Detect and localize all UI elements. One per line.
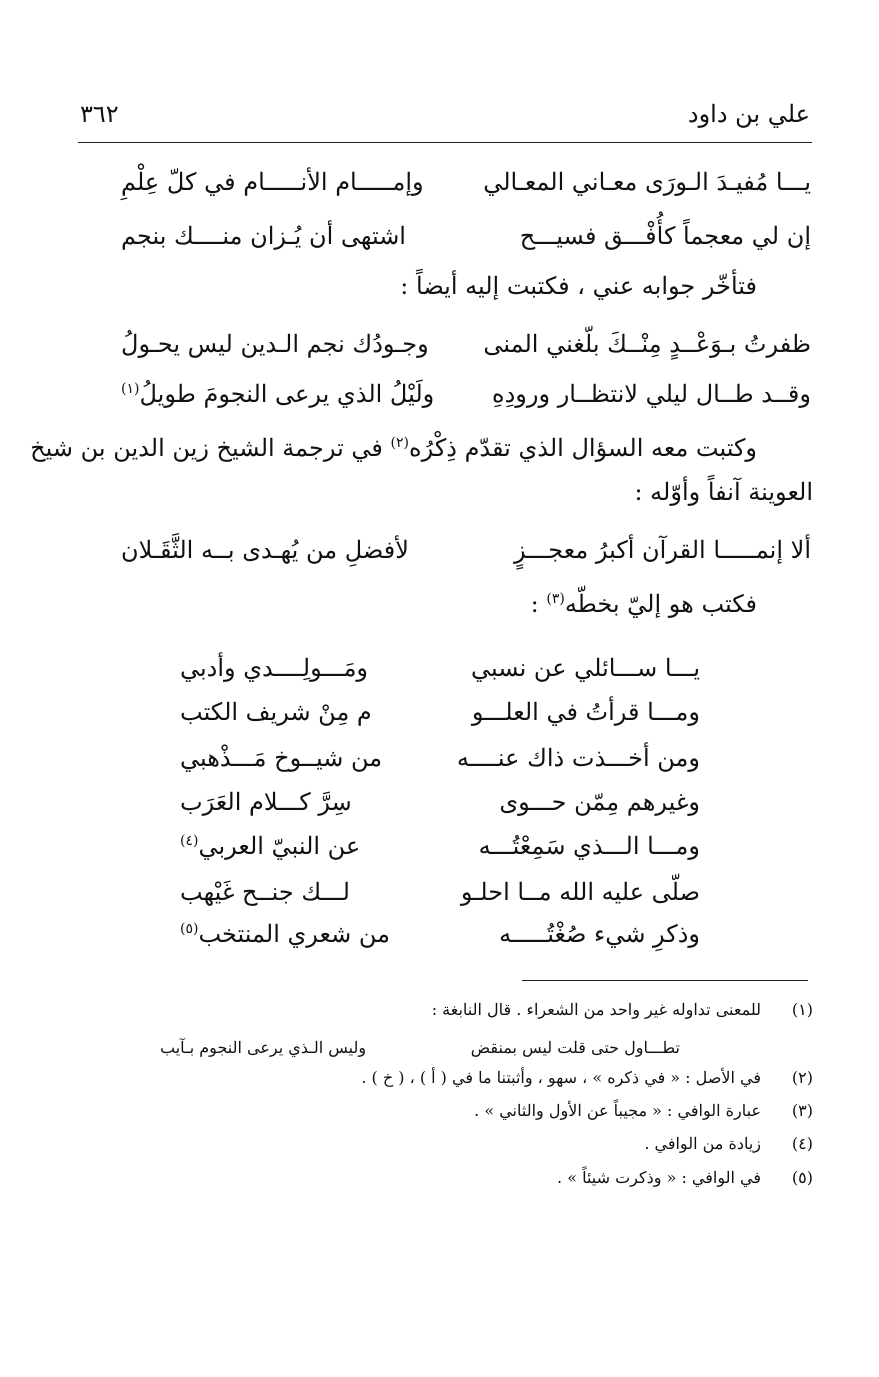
footnote-5 [113,1168,813,1196]
poem4-line-6 [180,878,700,918]
footnote-rule [522,980,808,981]
poem3-couplet [121,536,811,580]
poem4-line-4 [180,788,700,828]
hemistich-first: إن لي معجماً كأُفْـــق فسيـــح [519,222,811,250]
footnote-1 [113,1000,813,1028]
hemistich-first: ظفرتُ بـوَعْــدٍ مِنْــكَ بلّغني المنى [483,330,811,358]
poem4-line-7 [180,920,700,960]
footnote-2 [113,1068,813,1096]
page-number: ٣٦٢ [80,100,119,128]
hemistich-first: ومن أخـــذت ذاك عنــــه [456,744,700,772]
poem1-couplet-2 [121,222,811,266]
paragraph-2-line-1 [30,434,757,462]
paragraph-colon: : [530,590,547,618]
poem4-line-3 [180,744,700,784]
footnote-ref-5: (٥) [180,921,199,937]
footnote-ref-1: (١) [121,381,140,397]
hemistich-second: وإمـــــام الأنـــــام في كلّ عِلْمِ [121,168,424,196]
paragraph-3 [531,590,757,618]
hemistich-first: يـــا مُفيـدَ الـورَى معـاني المعـالي [483,168,811,196]
hemistich-second [180,920,390,948]
hemistich-second [180,832,360,860]
hemistich-second: وليس الـذي يرعى النجوم بـآيب [160,1038,367,1057]
hemistich-second: اشتهى أن يُـزان منــــك بنجم [121,222,406,250]
paragraph-2-line-2: العوينة آنفاً وأوّله : [634,478,813,506]
footnote-text: عبارة الوافي : « مجيباً عن الأول والثاني » . [474,1101,761,1120]
footnote-number: (٥) [791,1168,813,1187]
footnote-verse [160,1038,680,1066]
hemistich-second: لأفضلِ من يُهـدى بــه الثَّقَـلان [121,536,409,564]
poem1-couplet-1 [121,168,811,212]
running-head: علي بن داود [687,100,810,128]
hemistich-second [121,380,434,408]
footnote-ref-3: (٣) [546,591,565,607]
poem2-couplet-1 [121,330,811,374]
header-rule [78,142,812,143]
footnote-ref-2: (٢) [390,435,410,451]
poem4-line-1 [180,654,700,694]
hemistich-second: م مِنْ شريف الكتب [180,698,372,726]
hemistich-text: عن النبيّ العربي [198,832,361,860]
hemistich-second: لـــك جنــح غَيْهب [180,878,350,906]
hemistich-first: يـــا ســـائلي عن نسبي [470,654,700,682]
hemistich-first: ألا إنمـــــا القرآن أكبرُ معجـــزٍ [513,536,811,564]
footnote-text: للمعنى تداوله غير واحد من الشعراء . قال النابغة : [431,1000,761,1019]
footnote-4 [113,1134,813,1162]
footnote-3 [113,1101,813,1129]
footnote-ref-4: (٤) [180,833,199,849]
hemistich-first: تطـــاول حتى قلت ليس بمنقض [470,1038,680,1057]
hemistich-second: ومَـــولِــــدي وأدبي [180,654,369,682]
hemistich-second: وجـودُك نجم الـدين ليس يحـولُ [121,330,429,358]
footnote-text: في الأصل : « في ذكره » ، سهو ، وأثبتنا ما في ( أ ) ، ( خ ) . [361,1068,761,1087]
page-header [80,100,810,140]
footnote-number: (٤) [791,1134,813,1153]
hemistich-first: وقــد طــال ليلي لانتظــار ورودِهِ [492,380,811,408]
paragraph-text: وكتبت معه السؤال الذي تقدّم ذِكْرُه [409,434,757,462]
hemistich-first: ومـــا الـــذي سَمِعْتُـــه [478,832,700,860]
hemistich-second: سِرَّ كـــلام العَرَب [180,788,352,816]
footnote-text: في الوافي : « وذكرت شيئاً » . [557,1168,761,1187]
footnote-text: زيادة من الوافي . [644,1134,761,1153]
paragraph-1: فتأخّر جوابه عني ، فكتبت إليه أيضاً : [400,272,757,300]
hemistich-first: صلّى عليه الله مــا احلـو [460,878,700,906]
hemistich-second: من شيــوخ مَـــذْهبي [180,744,383,772]
footnote-number: (٣) [791,1101,813,1120]
hemistich-first: وغيرهم مِمّن حـــوى [499,788,700,816]
hemistich-text: ولَيْلُ الذي يرعى النجومَ طويلُ [139,380,435,408]
hemistich-first: ومـــا قرأتُ في العلـــو [471,698,700,726]
footnote-number: (١) [791,1000,813,1019]
paragraph-text: فكتب هو إليّ بخطّه [564,590,757,618]
poem2-couplet-2 [121,380,811,424]
poem4-line-5 [180,832,700,872]
hemistich-text: من شعري المنتخب [198,920,390,948]
paragraph-text: في ترجمة الشيخ زين الدين بن شيخ [30,434,383,462]
hemistich-first: وذكرِ شيء صُغْتُـــــه [499,920,700,948]
footnote-number: (٢) [791,1068,813,1087]
poem4-line-2 [180,698,700,738]
